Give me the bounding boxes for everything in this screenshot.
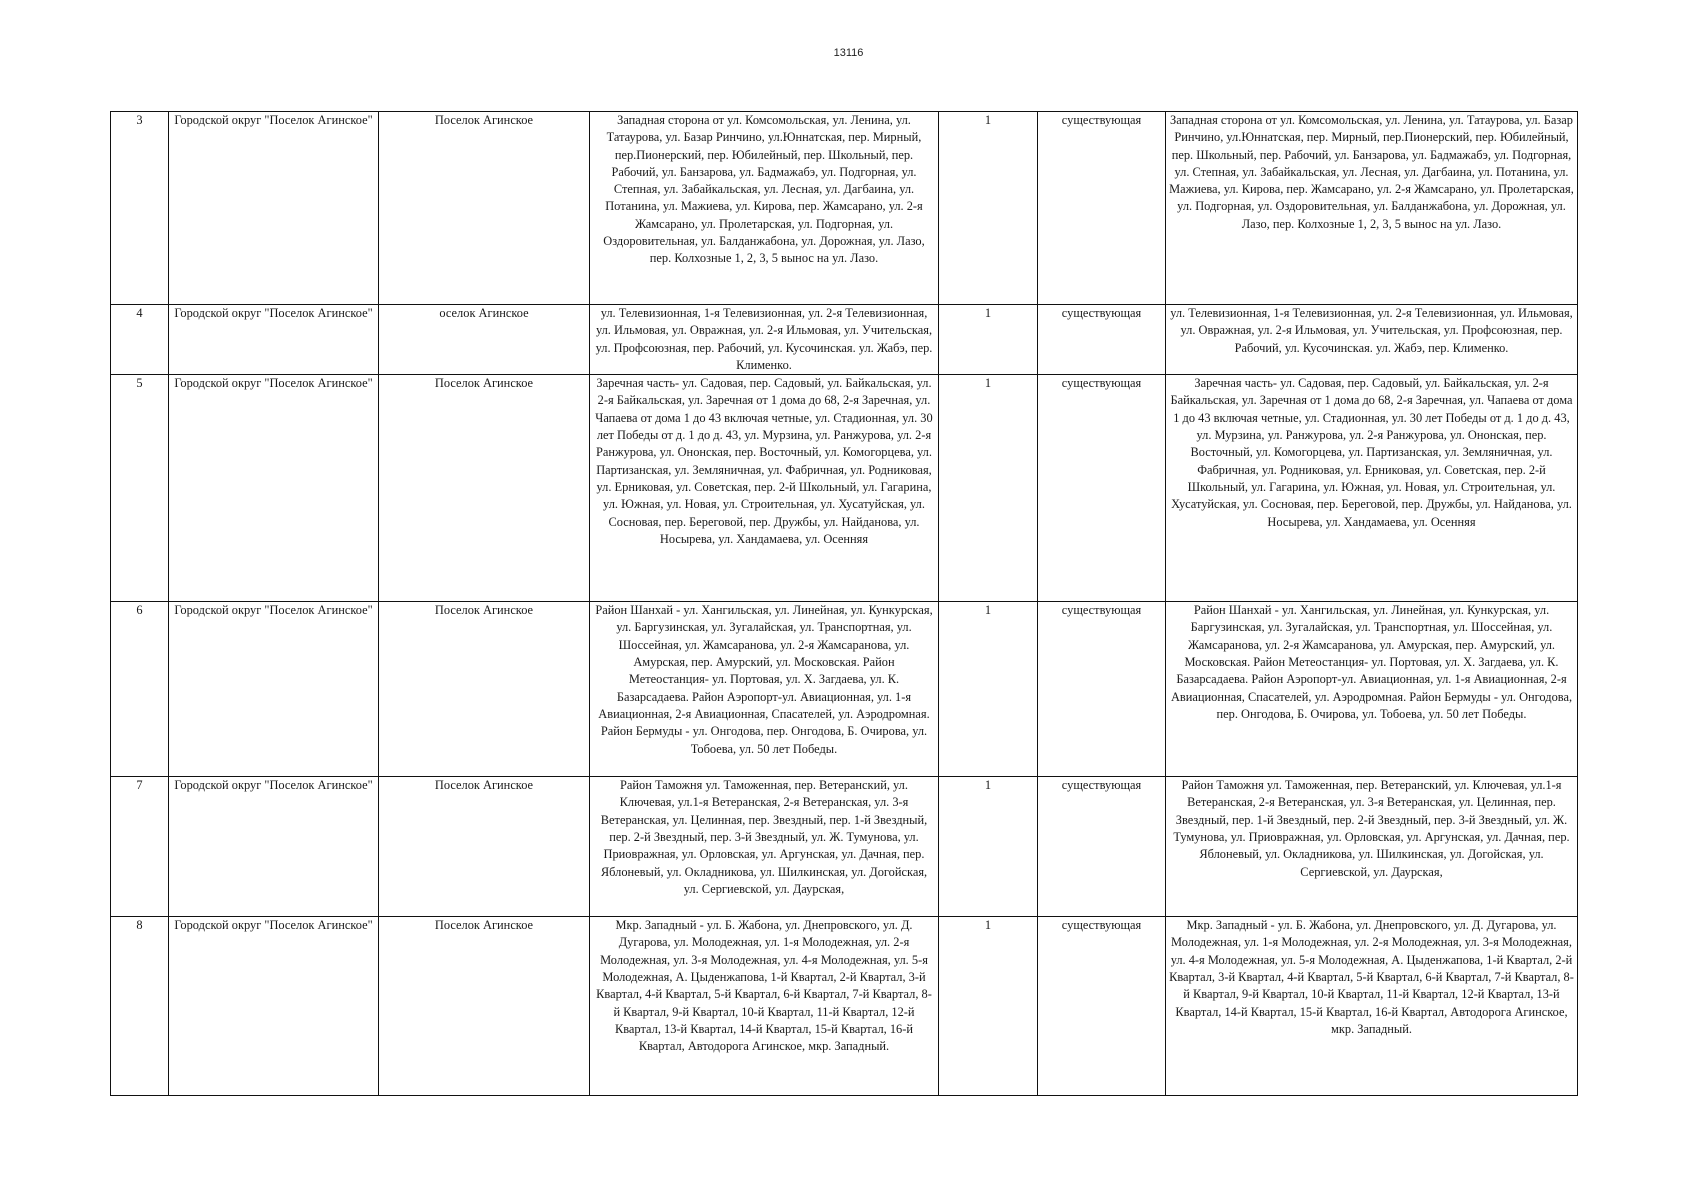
table-row bbox=[111, 777, 1578, 917]
district-cell: Городской округ "Поселок Агинское" bbox=[169, 112, 379, 305]
row-number: 5 bbox=[111, 375, 169, 602]
count-cell: 1 bbox=[939, 777, 1038, 917]
settlement-cell: Поселок Агинское bbox=[379, 112, 590, 305]
status-cell: существующая bbox=[1038, 305, 1166, 375]
streets-cell: Район Таможня ул. Таможенная, пер. Ветеранский, ул. Ключевая, ул.1-я Ветеранская, 2-я Ветеранская, ул. 3-я Ветеранская, ул. Целинная, пер. Звездный, пер. 1-й Звездный, пер. 2-й Звездный, пер. 3-й Звездный, ул. Ж. Тумунова, ул. Приовражная, ул. Орловская, ул. Аргунская, ул. Дачная, пер. Яблоневый, ул. Окладникова, ул. Шилкинская, ул. Догойская, ул. Сергиевской, ул. Даурская, bbox=[590, 777, 939, 917]
status-cell: существующая bbox=[1038, 375, 1166, 602]
description-cell: ул. Телевизионная, 1-я Телевизионная, ул. 2-я Телевизионная, ул. Ильмовая, ул. Овражная, ул. 2-я Ильмовая, ул. Учительская, ул. Профсоюзная, пер. Рабочий, ул. Кусочинская. ул. Жабэ, пер. Клименко. bbox=[1166, 305, 1578, 375]
settlement-cell: Поселок Агинское bbox=[379, 602, 590, 777]
description-cell: Мкр. Западный - ул. Б. Жабона, ул. Днепровского, ул. Д. Дугарова, ул. Молодежная, ул. 1-я Молодежная, ул. 2-я Молодежная, ул. 3-я Молодежная, ул. 4-я Молодежная, ул. 5-я Молодежная, А. Цыденжапова, 1-й Квартал, 2-й Квартал, 3-й Квартал, 4-й Квартал, 5-й Квартал, 6-й Квартал, 7-й Квартал, 8-й Квартал, 9-й Квартал, 10-й Квартал, 11-й Квартал, 12-й Квартал, 13-й Квартал, 14-й Квартал, 15-й Квартал, 16-й Квартал, Автодорога Агинское, мкр. Западный. bbox=[1166, 917, 1578, 1096]
row-number: 7 bbox=[111, 777, 169, 917]
settlement-cell: Поселок Агинское bbox=[379, 375, 590, 602]
status-cell: существующая bbox=[1038, 917, 1166, 1096]
count-cell: 1 bbox=[939, 917, 1038, 1096]
table-row bbox=[111, 917, 1578, 1096]
district-cell: Городской округ "Поселок Агинское" bbox=[169, 917, 379, 1096]
page-number: 13116 bbox=[833, 47, 864, 59]
table-row bbox=[111, 112, 1578, 305]
table-row bbox=[111, 305, 1578, 375]
description-cell: Западная сторона от ул. Комсомольская, ул. Ленина, ул. Татаурова, ул. Базар Ринчино, ул.Юннатская, пер. Мирный, пер.Пионерский, пер. Юбилейный, пер. Школьный, пер. Рабочий, ул. Банзарова, ул. Бадмажабэ, ул. Подгорная, ул. Степная, ул. Забайкальская, ул. Лесная, ул. Дагбаина, ул. Потанина, ул. Мажиева, ул. Кирова, пер. Жамсарано, ул. 2-я Жамсарано, ул. Пролетарская, ул. Подгорная, ул. Оздоровительная, ул. Балданжабона, ул. Дорожная, ул. Лазо, пер. Колхозные 1, 2, 3, 5 вынос на ул. Лазо. bbox=[1166, 112, 1578, 305]
settlement-cell: оселок Агинское bbox=[379, 305, 590, 375]
streets-cell: ул. Телевизионная, 1-я Телевизионная, ул. 2-я Телевизионная, ул. Ильмовая, ул. Овражная, ул. 2-я Ильмовая, ул. Учительская, ул. Профсоюзная, пер. Рабочий, ул. Кусочинская. ул. Жабэ, пер. Клименко. bbox=[590, 305, 939, 375]
streets-cell: Район Шанхай - ул. Хангильская, ул. Линейная, ул. Кункурская, ул. Баргузинская, ул. Зугалайская, ул. Транспортная, ул. Шоссейная, ул. Жамсаранова, ул. 2-я Жамсаранова, ул. Амурская, пер. Амурский, ул. Московская. Район Метеостанция- ул. Портовая, ул. Х. Загдаева, ул. К. Базарсадаева. Район Аэропорт-ул. Авиационная, ул. 1-я Авиационная, 2-я Авиационная, Спасателей, ул. Аэродромная. Район Бермуды - ул. Онгодова, пер. Онгодова, Б. Очирова, ул. Тобоева, ул. 50 лет Победы. bbox=[590, 602, 939, 777]
row-number: 4 bbox=[111, 305, 169, 375]
description-cell: Район Таможня ул. Таможенная, пер. Ветеранский, ул. Ключевая, ул.1-я Ветеранская, 2-я Ветеранская, ул. 3-я Ветеранская, ул. Целинная, пер. Звездный, пер. 1-й Звездный, пер. 2-й Звездный, пер. 3-й Звездный, ул. Ж. Тумунова, ул. Приовражная, ул. Орловская, ул. Аргунская, ул. Дачная, пер. Яблоневый, ул. Окладникова, ул. Шилкинская, ул. Догойская, ул. Сергиевской, ул. Даурская, bbox=[1166, 777, 1578, 917]
status-cell: существующая bbox=[1038, 112, 1166, 305]
streets-cell: Западная сторона от ул. Комсомольская, ул. Ленина, ул. Татаурова, ул. Базар Ринчино, ул.Юннатская, пер. Мирный, пер.Пионерский, пер. Юбилейный, пер. Школьный, пер. Рабочий, ул. Банзарова, ул. Бадмажабэ, ул. Подгорная, ул. Степная, ул. Забайкальская, ул. Лесная, ул. Дагбаина, ул. Потанина, ул. Мажиева, ул. Кирова, пер. Жамсарано, ул. 2-я Жамсарано, ул. Пролетарская, ул. Подгорная, ул. Оздоровительная, ул. Балданжабона, ул. Дорожная, ул. Лазо, пер. Колхозные 1, 2, 3, 5 вынос на ул. Лазо. bbox=[590, 112, 939, 305]
settlement-cell: Поселок Агинское bbox=[379, 917, 590, 1096]
count-cell: 1 bbox=[939, 602, 1038, 777]
row-number: 6 bbox=[111, 602, 169, 777]
count-cell: 1 bbox=[939, 305, 1038, 375]
district-cell: Городской округ "Поселок Агинское" bbox=[169, 777, 379, 917]
district-cell: Городской округ "Поселок Агинское" bbox=[169, 602, 379, 777]
table-row bbox=[111, 375, 1578, 602]
table-row bbox=[111, 602, 1578, 777]
description-cell: Заречная часть- ул. Садовая, пер. Садовый, ул. Байкальская, ул. 2-я Байкальская, ул. Заречная от 1 дома до 68, 2-я Заречная, ул. Чапаева от дома 1 до 43 включая четные, ул. Стадионная, ул. 30 лет Победы от д. 1 до д. 43, ул. Мурзина, ул. Ранжурова, ул. 2-я Ранжурова, ул. Ононская, пер. Восточный, ул. Комогорцева, ул. Партизанская, ул. Земляничная, ул. Фабричная, ул. Родниковая, ул. Ерниковая, ул. Советская, пер. 2-й Школьный, ул. Гагарина, ул. Южная, ул. Новая, ул. Строительная, ул. Хусатуйская, ул. Сосновая, пер. Береговой, пер. Дружбы, ул. Найданова, ул. Носырева, ул. Хандамаева, ул. Осенняя bbox=[1166, 375, 1578, 602]
streets-cell: Заречная часть- ул. Садовая, пер. Садовый, ул. Байкальская, ул. 2-я Байкальская, ул. Заречная от 1 дома до 68, 2-я Заречная, ул. Чапаева от дома 1 до 43 включая четные, ул. Стадионная, ул. 30 лет Победы от д. 1 до д. 43, ул. Мурзина, ул. Ранжурова, ул. 2-я Ранжурова, ул. Ононская, пер. Восточный, ул. Комогорцева, ул. Партизанская, ул. Земляничная, ул. Фабричная, ул. Родниковая, ул. Ерниковая, ул. Советская, пер. 2-й Школьный, ул. Гагарина, ул. Южная, ул. Новая, ул. Строительная, ул. Хусатуйская, ул. Сосновая, пер. Береговой, пер. Дружбы, ул. Найданова, ул. Носырева, ул. Хандамаева, ул. Осенняя bbox=[590, 375, 939, 602]
settlement-cell: Поселок Агинское bbox=[379, 777, 590, 917]
document-table bbox=[110, 111, 1578, 1096]
count-cell: 1 bbox=[939, 375, 1038, 602]
description-cell: Район Шанхай - ул. Хангильская, ул. Линейная, ул. Кункурская, ул. Баргузинская, ул. Зугалайская, ул. Транспортная, ул. Шоссейная, ул. Жамсаранова, ул. 2-я Жамсаранова, ул. Амурская, пер. Амурский, ул. Московская. Район Метеостанция- ул. Портовая, ул. Х. Загдаева, ул. К. Базарсадаева. Район Аэропорт-ул. Авиационная, ул. 1-я Авиационная, 2-я Авиационная, Спасателей, ул. Аэродромная. Район Бермуды - ул. Онгодова, пер. Онгодова, Б. Очирова, ул. Тобоева, ул. 50 лет Победы. bbox=[1166, 602, 1578, 777]
row-number: 3 bbox=[111, 112, 169, 305]
streets-cell: Мкр. Западный - ул. Б. Жабона, ул. Днепровского, ул. Д. Дугарова, ул. Молодежная, ул. 1-я Молодежная, ул. 2-я Молодежная, ул. 3-я Молодежная, ул. 4-я Молодежная, ул. 5-я Молодежная, А. Цыденжапова, 1-й Квартал, 2-й Квартал, 3-й Квартал, 4-й Квартал, 5-й Квартал, 6-й Квартал, 7-й Квартал, 8-й Квартал, 9-й Квартал, 10-й Квартал, 11-й Квартал, 12-й Квартал, 13-й Квартал, 14-й Квартал, 15-й Квартал, 16-й Квартал, Автодорога Агинское, мкр. Западный. bbox=[590, 917, 939, 1096]
count-cell: 1 bbox=[939, 112, 1038, 305]
district-cell: Городской округ "Поселок Агинское" bbox=[169, 375, 379, 602]
status-cell: существующая bbox=[1038, 777, 1166, 917]
row-number: 8 bbox=[111, 917, 169, 1096]
district-cell: Городской округ "Поселок Агинское" bbox=[169, 305, 379, 375]
status-cell: существующая bbox=[1038, 602, 1166, 777]
